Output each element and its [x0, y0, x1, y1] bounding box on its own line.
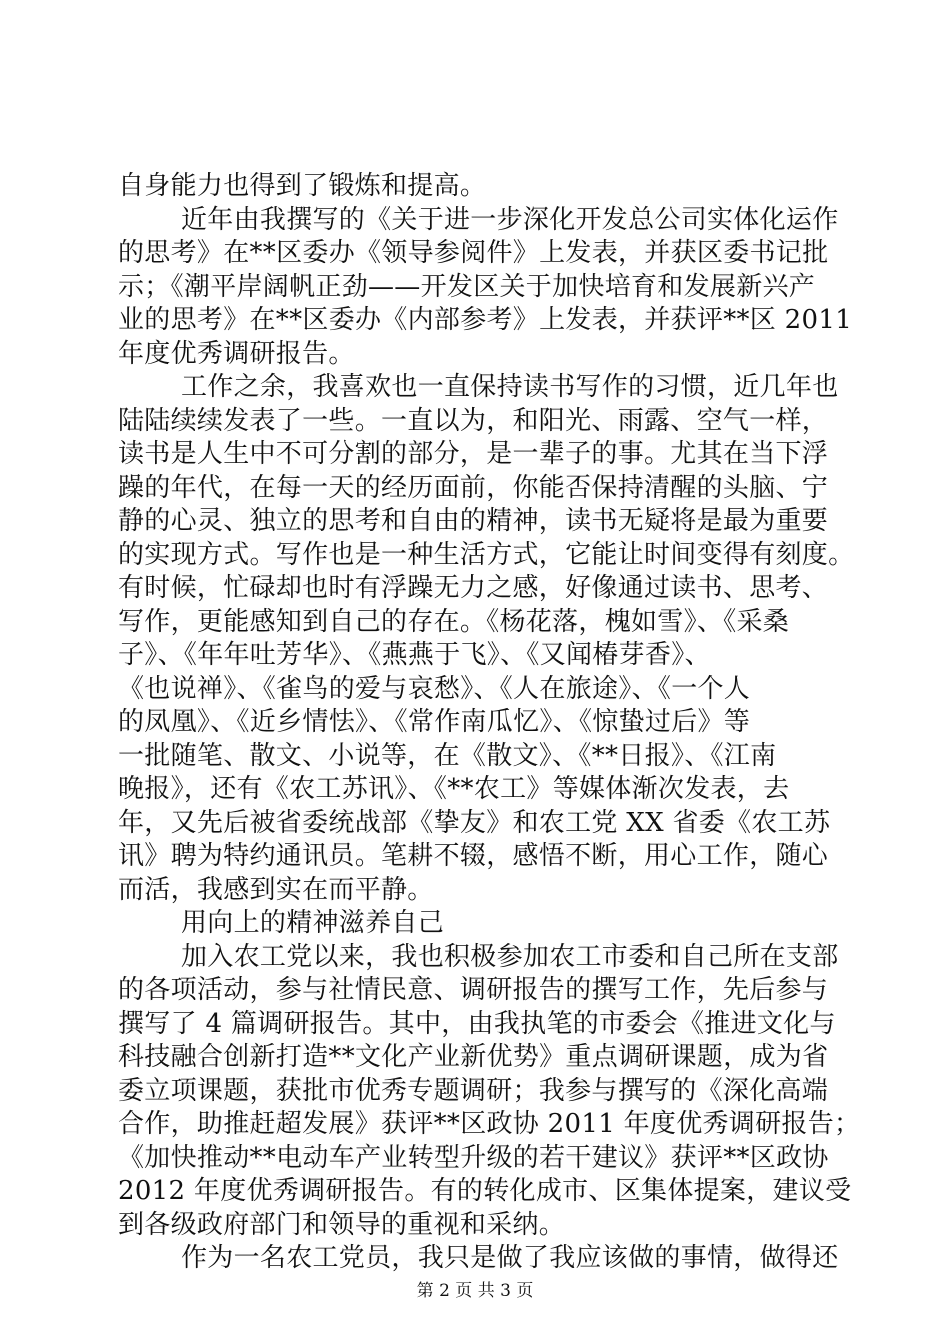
- text-line: 晚报》，还有《农工苏讯》、《**农工》等媒体渐次发表，去: [118, 774, 790, 804]
- text-line: 作为一名农工党员，我只是做了我应该做的事情，做得还: [181, 1243, 839, 1273]
- text-line: 到各级政府部门和领导的重视和采纳。: [118, 1209, 566, 1240]
- text-line: 合作，助推赶超发展》获评**区政协 2011 年度优秀调研报告；: [118, 1109, 861, 1139]
- page-footer: 第 2 页 共 3 页: [416, 1281, 534, 1301]
- text-line: 《加快推动**电动车产业转型升级的若干建议》获评**区政协: [118, 1142, 829, 1173]
- text-line: 静的心灵、独立的思考和自由的精神，读书无疑将是最为重要: [118, 506, 829, 536]
- text-line: 示；《潮平岸阔帆正劲——开发区关于加快培育和发展新兴产: [118, 271, 816, 302]
- body-text: [118, 170, 861, 1276]
- text-line: 写作，更能感知到自己的存在。《杨花落，槐如雪》、《采桑: [118, 606, 790, 637]
- text-line: 一批随笔、散文、小说等，在《散文》、《**日报》、《江南: [118, 740, 777, 771]
- text-line: 而活，我感到实在而平静。: [118, 874, 434, 905]
- text-line: 陆陆续续发表了一些。一直以为，和阳光、雨露、空气一样，: [118, 405, 829, 436]
- text-line: 委立项课题，获批市优秀专题调研；我参与撰写的《深化高端: [118, 1075, 829, 1106]
- text-line: 年度优秀调研报告。: [118, 338, 355, 369]
- text-line: 自身能力也得到了锻炼和提高。: [118, 171, 487, 201]
- text-line: 的各项活动，参与社情民意、调研报告的撰写工作，先后参与: [118, 975, 829, 1005]
- text-line: 的实现方式。写作也是一种生活方式，它能让时间变得有刻度。: [118, 539, 855, 570]
- text-line: 的凤凰》、《近乡情怯》、《常作南瓜忆》、《惊蛰过后》等: [118, 707, 751, 737]
- text-line: 撰写了 4 篇调研报告。其中，由我执笔的市委会《推进文化与: [118, 1008, 836, 1039]
- text-line: 躁的年代，在每一天的经历面前，你能否保持清醒的头脑、宁: [118, 472, 829, 503]
- text-line: 的思考》在**区委办《领导参阅件》上发表，并获区委书记批: [118, 238, 829, 268]
- text-line: 有时候，忙碌却也时有浮躁无力之感，好像通过读书、思考、: [118, 573, 829, 603]
- text-line: 2012 年度优秀调研报告。有的转化成市、区集体提案，建议受: [118, 1176, 852, 1206]
- text-line: 讯》聘为特约通讯员。笔耕不辍，感悟不断，用心工作，随心: [118, 841, 829, 871]
- text-line: 子》、《年年吐芳华》、《燕燕于飞》、《又闻椿芽香》、: [118, 640, 711, 670]
- text-line: 加入农工党以来，我也积极参加农工市委和自己所在支部: [181, 941, 839, 972]
- text-line: 科技融合创新打造**文化产业新优势》重点调研课题，成为省: [118, 1042, 829, 1072]
- text-line: 业的思考》在**区委办《内部参考》上发表，并获评**区 2011: [118, 305, 853, 335]
- text-line: 《也说禅》、《雀鸟的爱与哀愁》、《人在旅途》、《一个人: [118, 673, 751, 704]
- text-line: 用向上的精神滋养自己: [181, 908, 445, 938]
- text-line: 读书是人生中不可分割的部分，是一辈子的事。尤其在当下浮: [118, 439, 829, 469]
- text-line: 工作之余，我喜欢也一直保持读书写作的习惯，近几年也: [181, 372, 839, 402]
- text-line: 年，又先后被省委统战部《挚友》和农工党 XX 省委《农工苏: [118, 807, 831, 838]
- text-line: 近年由我撰写的《关于进一步深化开发总公司实体化运作: [181, 204, 839, 235]
